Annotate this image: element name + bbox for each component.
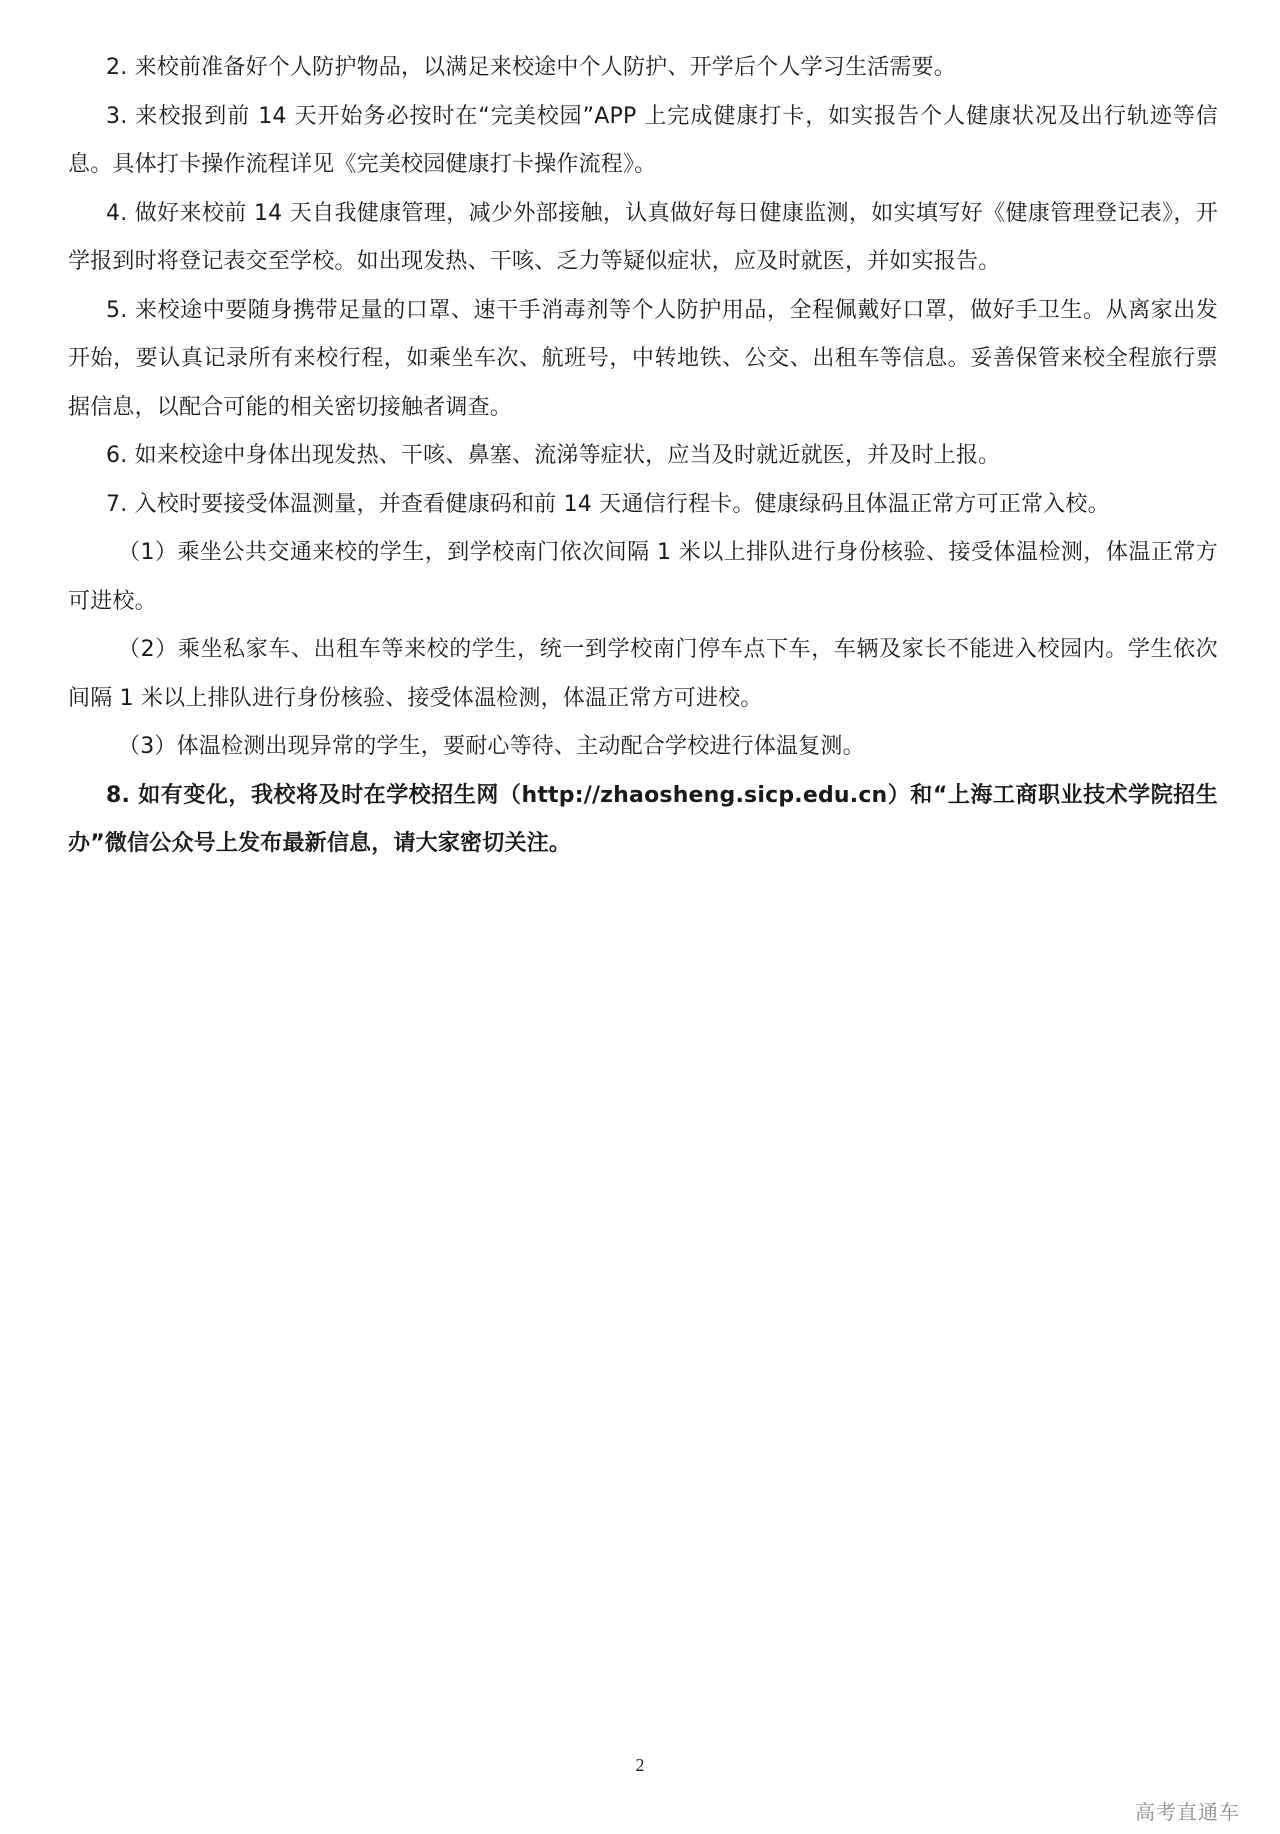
- document-body: [68, 44, 1218, 869]
- paragraph-item-8: 8. 如有变化，我校将及时在学校招生网（http://zhaosheng.sicp.edu.cn）和“上海工商职业技术学院招生办”微信公众号上发布最新信息，请大家密切关注。: [68, 782, 1218, 856]
- paragraph-item-2: 2. 来校前准备好个人防护物品，以满足来校途中个人防护、开学后个人学习生活需要。: [106, 55, 956, 80]
- paragraph-item-5: 5. 来校途中要随身携带足量的口罩、速干手消毒剂等个人防护用品，全程佩戴好口罩，做好手卫生。从离家出发开始，要认真记录所有来校行程，如乘坐车次、航班号，中转地铁、公交、出租车等信息。妥善保管来校全程旅行票据信息，以配合可能的相关密切接触者调查。: [68, 297, 1218, 420]
- paragraph-item-3: 3. 来校报到前 14 天开始务必按时在“完美校园”APP 上完成健康打卡，如实报告个人健康状况及出行轨迹等信息。具体打卡操作流程详见《完美校园健康打卡操作流程》。: [68, 103, 1218, 177]
- watermark: 高考直通车: [1135, 1800, 1240, 1824]
- paragraph-item-7-2: （2）乘坐私家车、出租车等来校的学生，统一到学校南门停车点下车，车辆及家长不能进入校园内。学生依次间隔 1 米以上排队进行身份核验、接受体温检测，体温正常方可进校。: [68, 637, 1218, 711]
- paragraph-item-7: 7. 入校时要接受体温测量，并查看健康码和前 14 天通信行程卡。健康绿码且体温正常方可正常入校。: [106, 491, 1110, 517]
- page-number: 2: [635, 1755, 645, 1775]
- paragraph-item-7-1: （1）乘坐公共交通来校的学生，到学校南门依次间隔 1 米以上排队进行身份核验、接受体温检测，体温正常方可进校。: [68, 540, 1218, 614]
- paragraph-item-7-3: （3）体温检测出现异常的学生，要耐心等待、主动配合学校进行体温复测。: [118, 734, 865, 759]
- paragraph-item-6: 6. 如来校途中身体出现发热、干咳、鼻塞、流涕等症状，应当及时就近就医，并及时上报。: [106, 443, 1001, 468]
- paragraph-item-4: 4. 做好来校前 14 天自我健康管理，减少外部接触，认真做好每日健康监测，如实填写好《健康管理登记表》，开学报到时将登记表交至学校。如出现发热、干咳、乏力等疑似症状，应及时就医，并如实报告。: [68, 200, 1218, 274]
